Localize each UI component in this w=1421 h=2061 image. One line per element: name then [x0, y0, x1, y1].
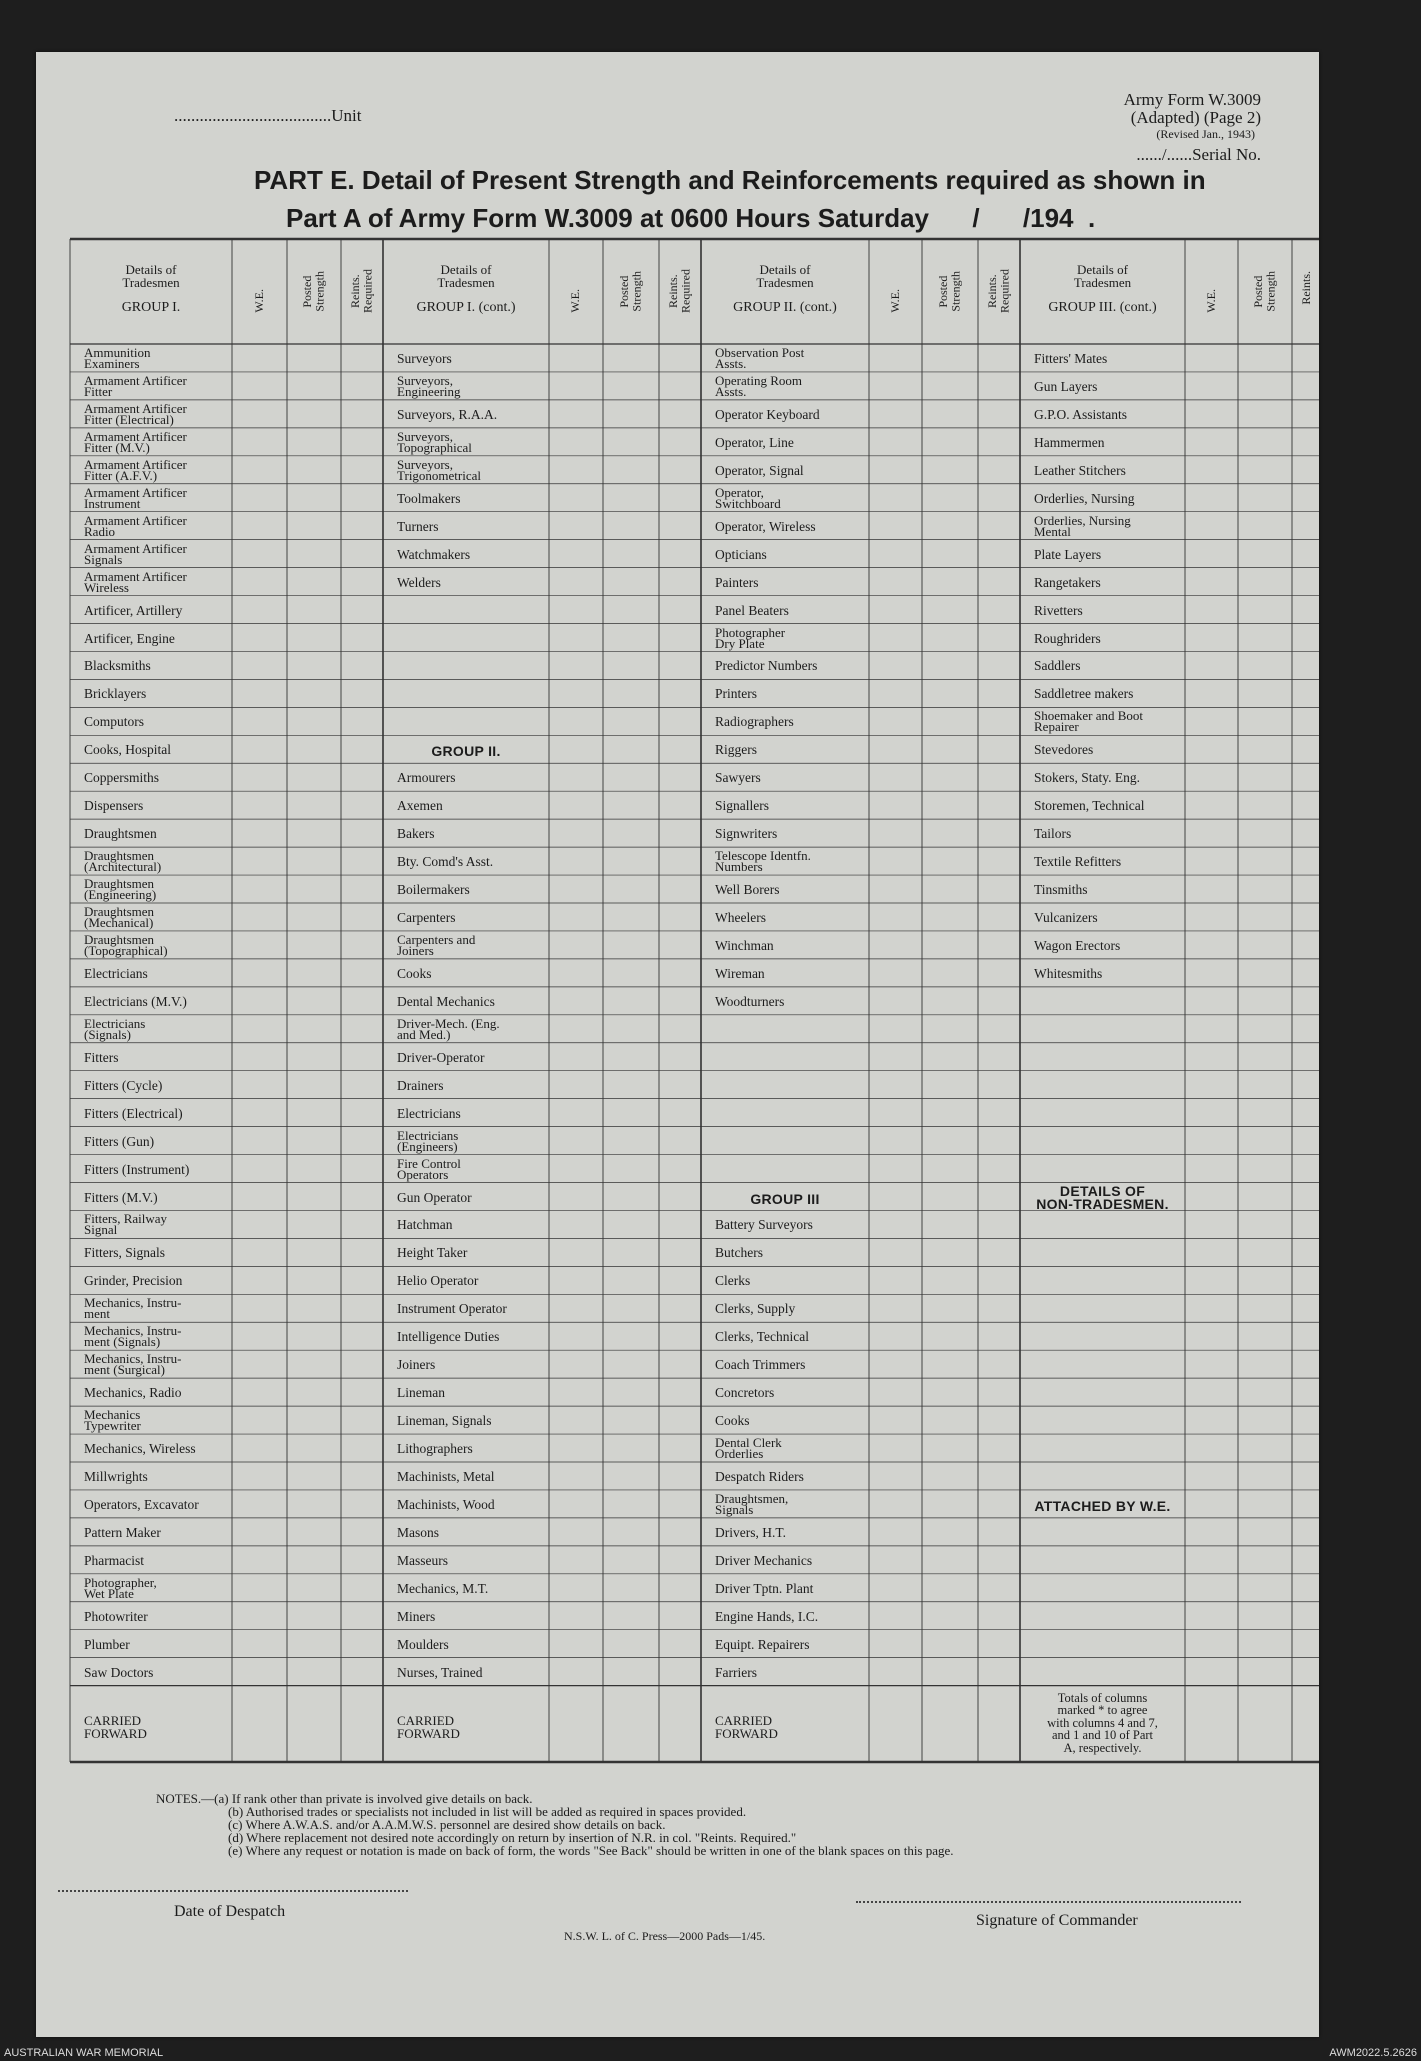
table-row: Gun Layers [1034, 378, 1098, 394]
table-row: Shoemaker and Boot Repairer [1034, 708, 1144, 735]
table-row: Driver-Operator [397, 1049, 485, 1065]
table-row: Operating Room Assts. [715, 372, 803, 399]
col-header-posted-strength: Posted Strength [1251, 271, 1278, 312]
table-row: Ammunition Examiners [84, 345, 151, 371]
table-row: Turners [397, 518, 439, 534]
table-row: Drainers [397, 1077, 444, 1093]
table-row: Wireman [715, 965, 765, 981]
table-row: Machinists, Metal [397, 1469, 495, 1484]
table-row: Masons [397, 1524, 440, 1540]
press-imprint: N.S.W. L. of C. Press—2000 Pads—1/45. [564, 1929, 766, 1943]
col-header-posted-strength: Posted Strength [300, 271, 327, 312]
tradesmen-table [36, 52, 1319, 2037]
col-header-posted-strength: Posted Strength [617, 271, 644, 312]
table-row: Armament Artificer Fitter (M.V.) [84, 428, 187, 455]
table-row: Driver Mechanics [715, 1552, 813, 1568]
col-header-details-of: Details of [125, 262, 177, 277]
note-b: (b) Authorised trades or specialists not included in list will be added as required in spaces provided. [228, 1804, 747, 1819]
table-row: Electricians [84, 965, 148, 981]
footer-right: AWM2022.5.2626 [1329, 2047, 1417, 2059]
table-row: Grinder, Precision [84, 1273, 183, 1289]
table-row: Gun Operator [397, 1189, 472, 1205]
form-revised: (Revised Jan., 1943) [1156, 127, 1255, 141]
table-row: Draughtsmen (Architectural) [84, 848, 162, 875]
table-row: Saddlers [1034, 658, 1081, 674]
table-row: Welders [397, 574, 441, 590]
table-row: Clerks [715, 1273, 751, 1289]
table-row: Saddletree makers [1034, 686, 1134, 702]
table-row: Hatchman [397, 1217, 453, 1233]
table-row: Armament Artificer Instrument [84, 484, 187, 511]
table-row: Well Borers [715, 882, 780, 898]
table-row: Boilermakers [397, 882, 470, 898]
table-row: Electricians [397, 1105, 461, 1121]
group-heading: GROUP III [750, 1190, 820, 1207]
table-row: Millwrights [84, 1469, 148, 1484]
table-row: Bty. Comd's Asst. [397, 854, 494, 870]
date-of-despatch-label: Date of Despatch [174, 1903, 286, 1920]
table-row: Clerks, Technical [715, 1329, 810, 1345]
table-row: Fitters (Electrical) [84, 1105, 183, 1121]
table-row: Lineman [397, 1385, 445, 1401]
table-row: Coppersmiths [84, 770, 160, 786]
table-row: Electricians (M.V.) [84, 993, 187, 1009]
carried-forward-label: CARRIED FORWARD [397, 1712, 460, 1741]
table-row: Telescope Identfn. Numbers [715, 848, 811, 875]
table-row: Carpenters [397, 910, 456, 925]
table-row: Carpenters and Joiners [397, 931, 476, 958]
note-c: (c) Where A.W.A.S. and/or A.A.M.W.S. personnel are desired show details on back. [228, 1817, 666, 1832]
form-adapted: (Adapted) (Page 2) [1130, 108, 1261, 127]
table-row: Drivers, H.T. [715, 1524, 786, 1540]
col-header-details-of: Details of [440, 262, 492, 277]
table-row: Operator Keyboard [715, 406, 820, 422]
form-paper [36, 52, 1319, 2037]
note-d: (d) Where replacement not desired note accordingly on return by insertion of N.R. in col. "Reints. Required." [228, 1830, 797, 1845]
table-row: Dental Mechanics [397, 993, 495, 1009]
table-row: Photowriter [84, 1608, 148, 1624]
table-row: Engine Hands, I.C. [715, 1608, 819, 1624]
table-row: Tailors [1034, 826, 1072, 842]
table-row: Panel Beaters [715, 602, 789, 618]
col-header-reints-required: Reints. Required [985, 269, 1012, 313]
col-header-tradesmen: Tradesmen [756, 275, 814, 290]
table-row: Draughtsmen (Mechanical) [84, 904, 155, 930]
table-row: Armament Artificer Wireless [84, 568, 187, 595]
table-row: Riggers [715, 742, 757, 758]
table-row: Predictor Numbers [715, 658, 818, 674]
table-row: Fitters, Railway Signal [84, 1211, 168, 1238]
col-header-details-of: Details of [759, 262, 811, 277]
col-header-we: W.E. [568, 289, 582, 313]
table-row: Orderlies, Nursing Mental [1034, 512, 1131, 539]
table-row: Printers [715, 686, 757, 702]
table-row: Armament Artificer Fitter (A.F.V.) [84, 456, 187, 483]
table-row: Electricians (Engineers) [397, 1127, 459, 1154]
table-row: Whitesmiths [1034, 965, 1103, 981]
table-row: Surveyors, Topographical [397, 428, 472, 455]
table-row: Operators, Excavator [84, 1496, 199, 1512]
table-row: Armament Artificer Fitter (Electrical) [84, 400, 187, 427]
table-row: Photographer, Wet Plate [84, 1574, 157, 1601]
table-row: Operator, Line [715, 434, 794, 450]
table-row: Blacksmiths [84, 658, 151, 674]
table-row: Cooks [715, 1413, 750, 1429]
table-row: Draughtsmen (Topographical) [84, 931, 168, 958]
table-row: Mechanics, Instru- ment (Surgical) [84, 1351, 182, 1378]
table-row: Dispensers [84, 798, 144, 814]
table-row: Radiographers [715, 714, 794, 730]
col-header-reints-required: Reints. Required [348, 269, 375, 313]
table-row: Draughtsmen [84, 826, 157, 842]
table-row: Nurses, Trained [397, 1664, 483, 1680]
table-row: Hammermen [1034, 434, 1105, 450]
table-row: Artificer, Artillery [84, 602, 183, 618]
table-row: Butchers [715, 1245, 763, 1261]
table-row: Stevedores [1034, 742, 1094, 758]
table-row: Fitters (Cycle) [84, 1077, 163, 1093]
table-row: Electricians (Signals) [84, 1015, 146, 1042]
table-row: Fire Control Operators [397, 1155, 461, 1182]
unit-label: .....................................Unit [174, 106, 362, 125]
table-row: Lineman, Signals [397, 1413, 492, 1429]
table-row: Despatch Riders [715, 1469, 804, 1484]
table-row: Mechanics, Wireless [84, 1441, 196, 1457]
table-row: Clerks, Supply [715, 1301, 796, 1317]
col-header-we: W.E. [887, 289, 902, 313]
table-row: Moulders [397, 1636, 449, 1652]
table-row: Rivetters [1034, 602, 1083, 618]
table-row: Fitters [84, 1049, 119, 1065]
table-row: Helio Operator [397, 1273, 479, 1289]
table-row: Mechanics, Instru- ment [84, 1295, 182, 1322]
table-row: Rangetakers [1034, 574, 1101, 590]
table-row: Cooks, Hospital [84, 742, 172, 758]
col-header-group: GROUP I. (cont.) [416, 300, 516, 315]
form-name: Army Form W.3009 [1123, 90, 1261, 109]
col-header-group: GROUP I. [121, 300, 181, 315]
footer-left: AUSTRALIAN WAR MEMORIAL [4, 2047, 164, 2059]
table-row: Farriers [715, 1664, 757, 1680]
table-row: Fitters' Mates [1034, 351, 1108, 366]
table-row: Armourers [397, 770, 456, 786]
table-row: Intelligence Duties [397, 1329, 500, 1345]
table-row: Bakers [397, 826, 435, 842]
table-row: Painters [715, 574, 759, 590]
table-row: Mechanics, Instru- ment (Signals) [84, 1323, 182, 1350]
carried-forward-label: CARRIED FORWARD [84, 1712, 147, 1741]
table-row: Plumber [84, 1636, 130, 1652]
group-heading: DETAILS OF NON-TRADESMEN. [1036, 1182, 1169, 1212]
table-row: Draughtsmen (Engineering) [84, 876, 157, 903]
table-row: Equipt. Repairers [715, 1636, 810, 1652]
table-row: Operator, Signal [715, 462, 804, 478]
signature-dotted-line [856, 1901, 1241, 1903]
note-e: (e) Where any request or notation is made on back of form, the words "See Back" should be written in one of the blank spaces on this page. [228, 1843, 954, 1858]
date-dotted-line [58, 1890, 408, 1892]
table-row: Vulcanizers [1034, 910, 1098, 925]
col-header-tradesmen: Tradesmen [122, 275, 180, 290]
col-header-group: GROUP III. (cont.) [1048, 300, 1157, 315]
table-row: Height Taker [397, 1245, 468, 1261]
col-header-reints: Reints. [1299, 271, 1313, 305]
table-row: Joiners [397, 1357, 436, 1373]
note-a: NOTES.—(a) If rank other than private is involved give details on back. [156, 1791, 533, 1806]
col-header-we: W.E. [251, 289, 266, 313]
table-row: Driver-Mech. (Eng. and Med.) [397, 1015, 500, 1042]
table-row: Machinists, Wood [397, 1496, 495, 1512]
group-heading: GROUP II. [431, 743, 501, 760]
table-row: Wheelers [715, 910, 766, 925]
group-heading: ATTACHED BY W.E. [1034, 1497, 1171, 1514]
table-row: Operator, Wireless [715, 518, 816, 534]
col-header-reints-required: Reints. Required [666, 269, 693, 313]
table-row: Fitters, Signals [84, 1245, 166, 1261]
table-row: Axemen [397, 798, 443, 814]
col-header-tradesmen: Tradesmen [437, 275, 495, 290]
table-row: Artificer, Engine [84, 630, 175, 646]
table-row: Driver Tptn. Plant [715, 1580, 814, 1596]
table-row: Photographer Dry Plate [715, 624, 786, 651]
table-row: Draughtsmen, Signals [715, 1490, 789, 1517]
table-row: Armament Artificer Radio [84, 512, 187, 539]
table-row: Dental Clerk Orderlies [715, 1435, 782, 1462]
serial-number: ....../......Serial No. [1136, 145, 1261, 164]
table-row: Fitters (Gun) [84, 1133, 155, 1149]
table-row: Winchman [715, 937, 774, 953]
table-row: Operator, Switchboard [715, 484, 781, 511]
col-header-tradesmen: Tradesmen [1073, 275, 1132, 290]
table-row: Concretors [715, 1385, 775, 1401]
table-row: Plate Layers [1034, 546, 1102, 562]
table-row: Cooks [397, 965, 432, 981]
table-row: Pharmacist [84, 1552, 144, 1568]
table-row: Lithographers [397, 1441, 473, 1457]
table-row: Armament Artificer Signals [84, 540, 187, 567]
table-row: Surveyors [397, 351, 452, 366]
totals-note: Totals of columns marked * to agree with columns 4 and 7, and 1 and 10 of Part A, respectively. [1047, 1690, 1158, 1755]
table-row: Signallers [715, 798, 769, 814]
table-row: Surveyors, Engineering [397, 372, 461, 399]
table-row: Fitters (M.V.) [84, 1189, 158, 1205]
table-row: Surveyors, Trigonometrical [397, 456, 482, 483]
table-row: Surveyors, R.A.A. [397, 406, 498, 422]
col-header-details-of: Details of [1077, 262, 1128, 277]
table-row: Opticians [715, 546, 767, 562]
table-row: Miners [397, 1608, 436, 1624]
table-row: Stokers, Staty. Eng. [1034, 770, 1140, 786]
table-row: Saw Doctors [84, 1664, 154, 1680]
table-row: Mechanics, M.T. [397, 1580, 489, 1596]
table-row: Armament Artificer Fitter [84, 372, 187, 399]
table-row: Bricklayers [84, 686, 147, 702]
col-header-we: W.E. [1203, 289, 1218, 313]
carried-forward-label: CARRIED FORWARD [715, 1712, 778, 1741]
table-row: Toolmakers [397, 490, 461, 506]
col-header-posted-strength: Posted Strength [936, 271, 963, 312]
table-row: Battery Surveyors [715, 1217, 813, 1233]
table-row: Signwriters [715, 826, 778, 842]
table-row: Fitters (Instrument) [84, 1161, 190, 1177]
table-row: Orderlies, Nursing [1034, 490, 1135, 506]
table-row: Mechanics Typewriter [84, 1407, 141, 1434]
table-row: Tinsmiths [1034, 882, 1088, 898]
table-row: Wagon Erectors [1034, 937, 1121, 953]
table-row: Roughriders [1034, 630, 1101, 646]
form-title-line1: PART E. Detail of Present Strength and Reinforcements required as shown in [254, 165, 1206, 195]
form-title-line2: Part A of Army Form W.3009 at 0600 Hours Saturday / /194 . [286, 203, 1096, 233]
signature-label: Signature of Commander [976, 1912, 1138, 1929]
table-row: Observation Post Assts. [715, 345, 805, 371]
table-row: Masseurs [397, 1552, 448, 1568]
table-row: Computors [84, 714, 145, 730]
table-row: Pattern Maker [84, 1524, 161, 1540]
table-row: G.P.O. Assistants [1034, 406, 1128, 422]
table-row: Sawyers [715, 770, 761, 786]
table-row: Coach Trimmers [715, 1357, 806, 1373]
table-row: Mechanics, Radio [84, 1385, 182, 1401]
table-row: Storemen, Technical [1034, 798, 1145, 814]
table-row: Textile Refitters [1034, 854, 1122, 870]
table-row: Instrument Operator [397, 1301, 507, 1317]
col-header-group: GROUP II. (cont.) [733, 300, 837, 315]
table-row: Woodturners [715, 993, 785, 1009]
table-row: Leather Stitchers [1034, 462, 1126, 478]
table-row: Watchmakers [397, 546, 471, 562]
